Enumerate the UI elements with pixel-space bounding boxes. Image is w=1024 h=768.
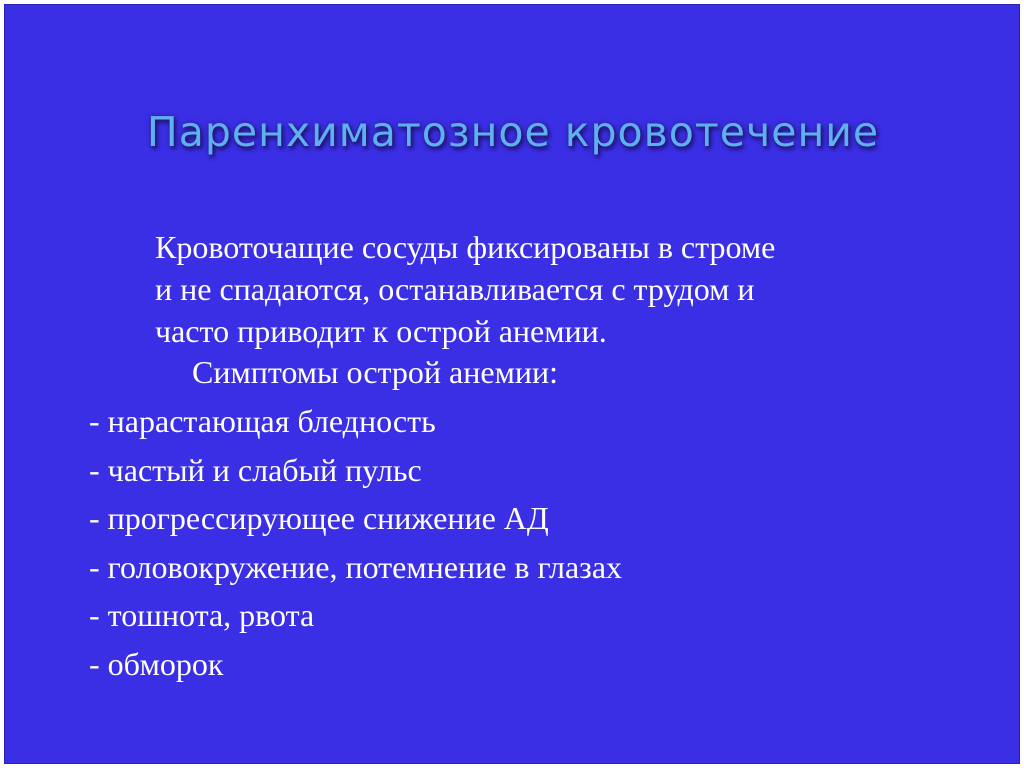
description-paragraph bbox=[155, 226, 775, 352]
paragraph-line: и не спадаются, останавливается с трудом и bbox=[155, 271, 755, 307]
list-item: - прогрессирующее снижение АД bbox=[89, 500, 549, 536]
list-item: - частый и слабый пульс bbox=[89, 451, 422, 488]
list-item: - нарастающая бледность bbox=[89, 403, 436, 439]
symptoms-list bbox=[89, 397, 622, 688]
paragraph-line: часто приводит к острой анемии. bbox=[155, 313, 607, 349]
slide-title: Паренхиматозное кровотечение bbox=[146, 108, 880, 156]
list-item: - обморок bbox=[89, 645, 224, 682]
paragraph-line: Кровоточащие сосуды фиксированы в строме bbox=[155, 229, 776, 265]
list-item: - тошнота, рвота bbox=[89, 597, 315, 633]
symptoms-heading: Симптомы острой анемии: bbox=[192, 354, 558, 390]
slide bbox=[4, 4, 1020, 764]
list-item: - головокружение, потемнение в глазах bbox=[89, 548, 623, 585]
